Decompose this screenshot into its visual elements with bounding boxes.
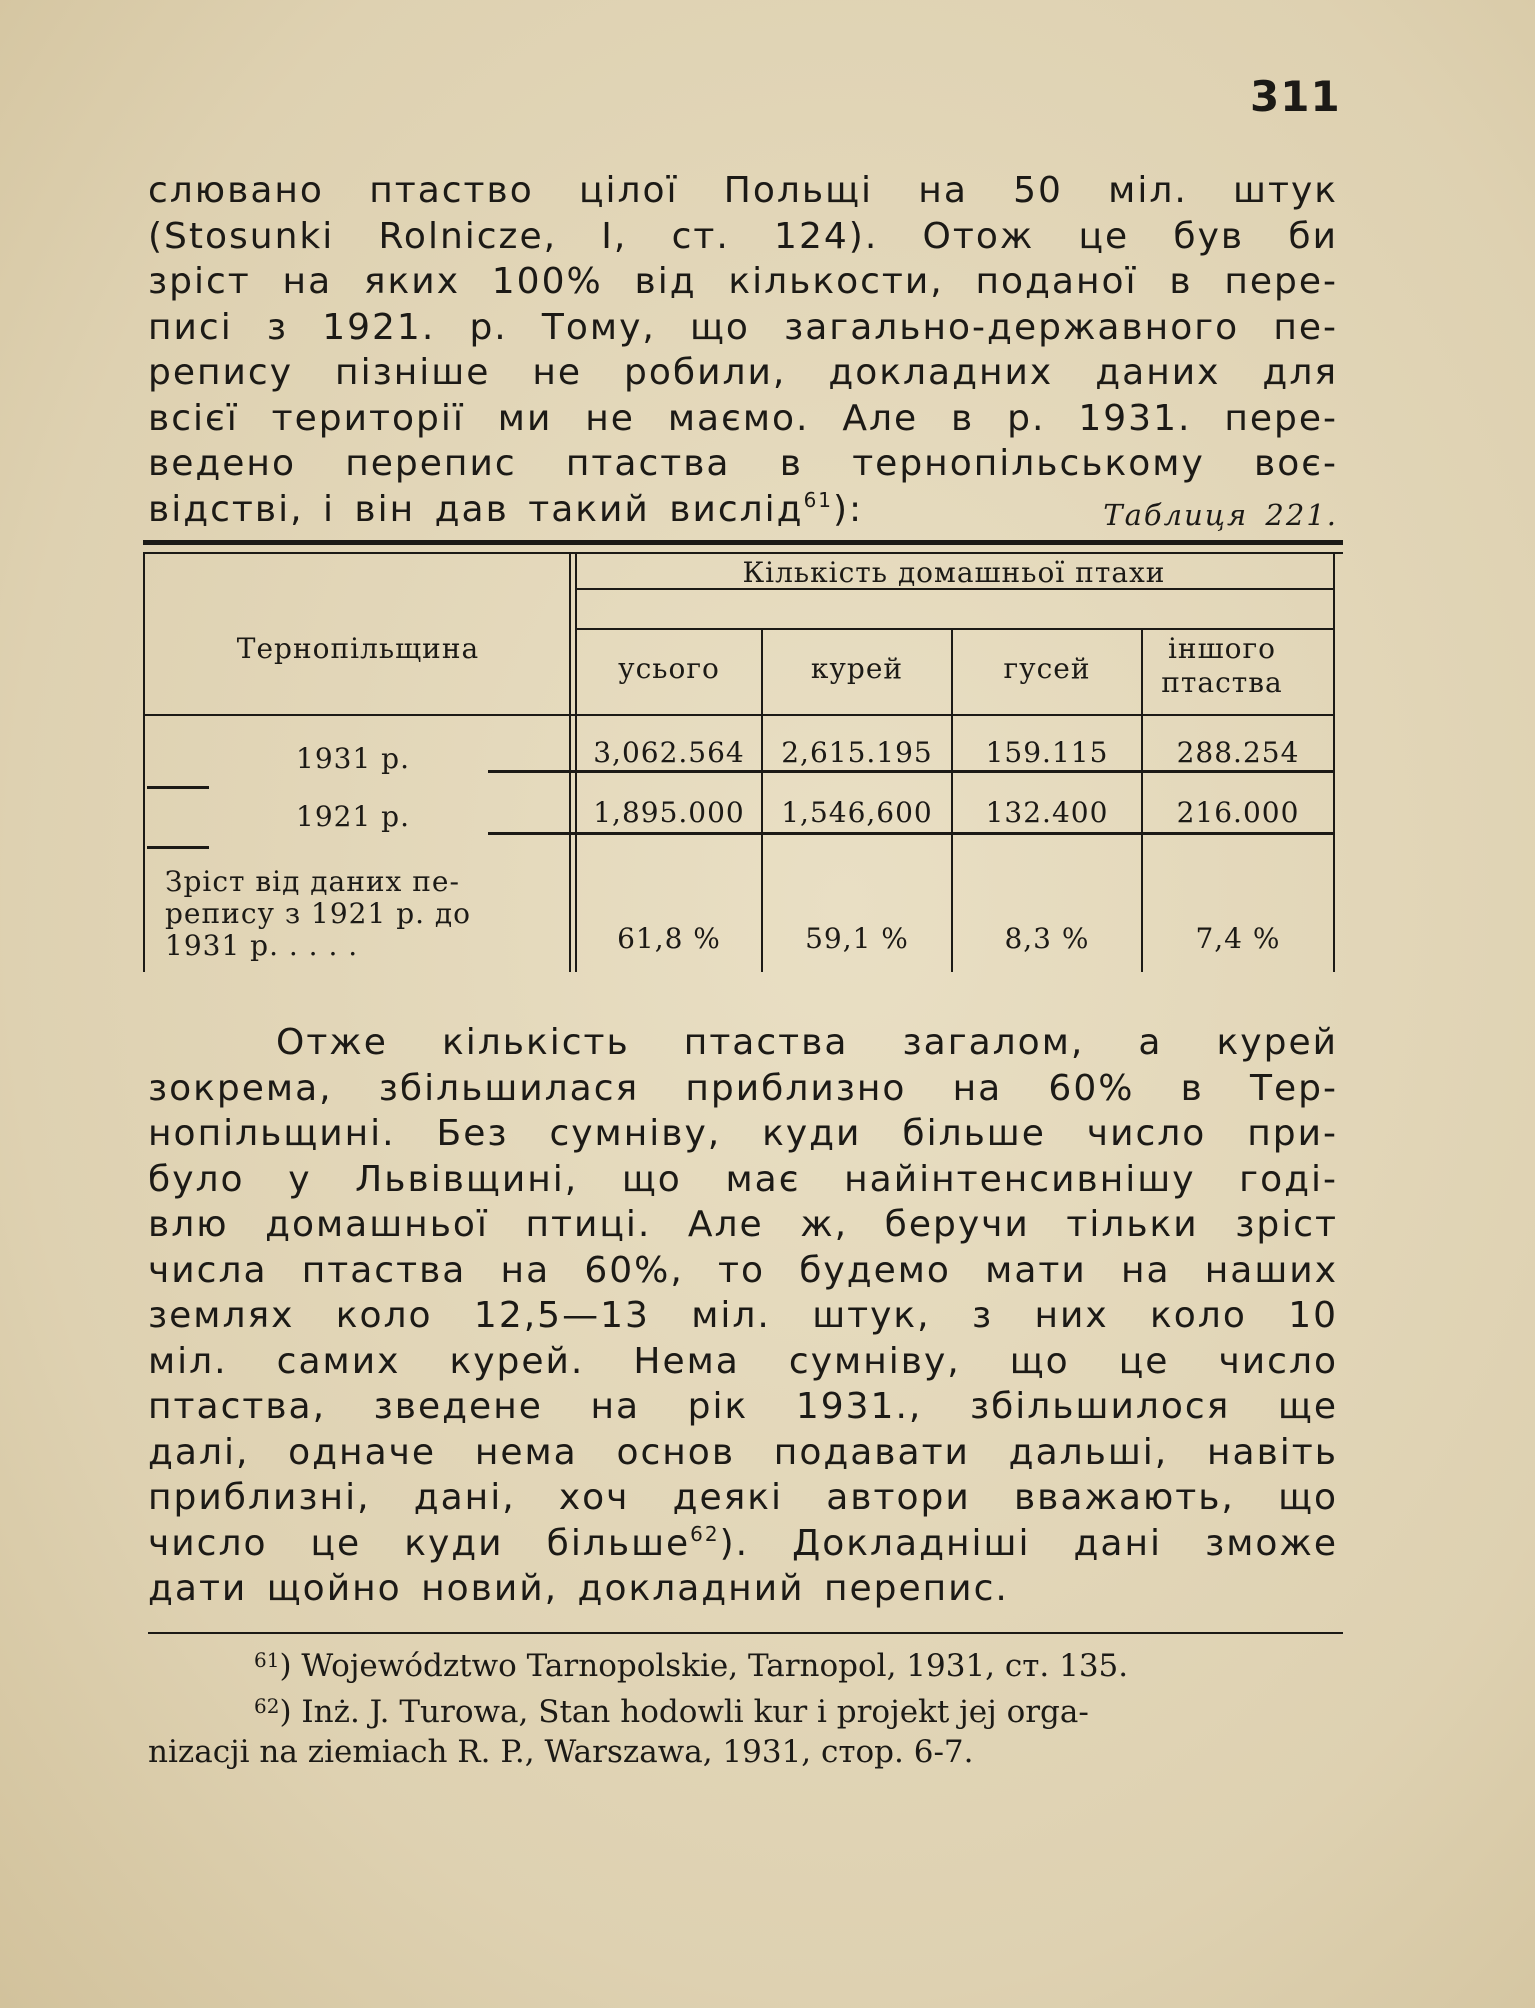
dash-mark [147, 846, 209, 849]
table-cell: 2,615.195 [781, 736, 933, 769]
table-vline [951, 628, 953, 972]
table-vline [143, 552, 145, 972]
table-cell: 159.115 [985, 736, 1109, 769]
text-line: далі, одначе нема основ подавати дальші, навіть [148, 1431, 1338, 1473]
text-line: дати щойно новий, докладний перепис. [148, 1568, 1009, 1609]
paragraph-1 [148, 168, 1338, 538]
column-header: гусей [1003, 652, 1091, 685]
text-line: слювано птаство цілої Польщі на 50 міл. штук [148, 170, 1338, 211]
text-line: приблизні, дані, хоч деякі автори вважають, що [148, 1477, 1338, 1518]
text-line: писі з 1921. р. Тому, що загально-державного пе- [148, 306, 1338, 348]
table-vline [1333, 552, 1335, 972]
text-fragment: число це куди більше [148, 1522, 691, 1564]
text-line: всієї території ми не маємо. Але в р. 1931. пере- [148, 397, 1338, 439]
footnote-continuation: nizacji na ziemiach R. P., Warszawa, 1931, стор. 6-7. [148, 1734, 974, 1770]
text-line: птаства, зведене на рік 1931., збільшилося ще [148, 1386, 1338, 1427]
footnote-text: ) Inż. J. Turowa, Stan hodowli kur i projekt jej orga- [279, 1694, 1089, 1730]
row-label: 1931 р. [296, 742, 410, 775]
paragraph-2 [148, 1020, 1338, 1612]
footnotes [148, 1640, 1343, 1772]
text-line: влю домашньої птиці. Але ж, беручи тільки зріст [148, 1204, 1338, 1245]
footnote [148, 1686, 1343, 1732]
table-cell: 132.400 [985, 796, 1109, 829]
text-line: ведено перепис птаства в тернопільському воє- [148, 443, 1338, 484]
text-line [148, 1521, 1338, 1567]
text-fragment: ): [833, 488, 864, 530]
group-header: Кількість домашньої птахи [742, 556, 1166, 589]
dash-mark [147, 786, 209, 789]
table-vline [761, 628, 763, 972]
column-header: усього [618, 652, 720, 685]
table-cell: 1,895.000 [593, 796, 745, 829]
row-header: Тернопільщина [236, 632, 480, 665]
text-line: було у Львівщині, що має найінтенсивнішу годі- [148, 1158, 1338, 1200]
text-line: Отже кількість птаства загалом, а курей [276, 1022, 1338, 1063]
table-cell: 288.254 [1176, 736, 1300, 769]
table-top-rule [143, 540, 1343, 545]
text-line: землях коло 12,5—13 міл. штук, з них коло 10 [148, 1295, 1338, 1336]
growth-label-line: репису з 1921 р. до [165, 897, 472, 930]
column-header: курей [810, 652, 904, 685]
text-line: нопільщині. Без сумніву, куди більше число при- [148, 1113, 1338, 1154]
table-rule [575, 628, 1335, 630]
footnote-ref: 62 [690, 1521, 720, 1546]
row-label: 1921 р. [296, 800, 410, 833]
table-cell: 7,4 % [1195, 922, 1281, 955]
text-line: міл. самих курей. Нема сумніву, що це число [148, 1340, 1338, 1382]
page-number: 311 [1250, 72, 1341, 121]
table-cell: 8,3 % [1004, 922, 1090, 955]
table-cell: 3,062.564 [593, 736, 745, 769]
table-cell: 59,1 % [805, 922, 909, 955]
growth-label [165, 866, 565, 962]
text-line: зріст на яких 100% від кількости, поданої в пере- [148, 261, 1338, 302]
text-line: зокрема, збільшилася приблизно на 60% в Тер- [148, 1067, 1338, 1109]
table-rule [488, 832, 1335, 835]
text-line: репису пізніше не робили, докладних даних для [148, 352, 1338, 393]
table-cell: 1,546,600 [781, 796, 933, 829]
table-cell: 216.000 [1176, 796, 1300, 829]
footnote-mark: 62 [254, 1694, 280, 1718]
footnote-text: ) Województwo Tarnopolskie, Tarnopol, 1931, ст. 135. [279, 1648, 1129, 1684]
statistics-table [143, 540, 1343, 972]
text-line: числа птаства на 60%, то будемо мати на наших [148, 1249, 1338, 1291]
text-line [148, 487, 1338, 533]
text-fragment: відстві, і він дав такий вислід [148, 488, 804, 530]
footnote [148, 1640, 1343, 1686]
table-vline [575, 552, 577, 972]
table-vline [1141, 628, 1143, 972]
table-vline [569, 552, 571, 972]
growth-label-line: 1931 р. . . . . [165, 929, 359, 962]
table-cell: 61,8 % [617, 922, 721, 955]
text-fragment: ). Докладніші дані зможе [719, 1522, 1338, 1564]
table-rule [488, 770, 1335, 773]
text-line: (Stosunki Rolnicze, I, ст. 124). Отож це був би [148, 215, 1338, 257]
table-caption: Таблиця 221. [1103, 497, 1338, 532]
footnote-divider [148, 1632, 1343, 1634]
growth-label-line: Зріст від даних пе- [165, 865, 460, 898]
column-header: іншого птаства [1161, 632, 1283, 699]
footnote-ref: 61 [803, 487, 834, 512]
table-rule [143, 714, 1335, 716]
table-rule [143, 552, 1343, 554]
footnote-mark: 61 [254, 1648, 280, 1672]
